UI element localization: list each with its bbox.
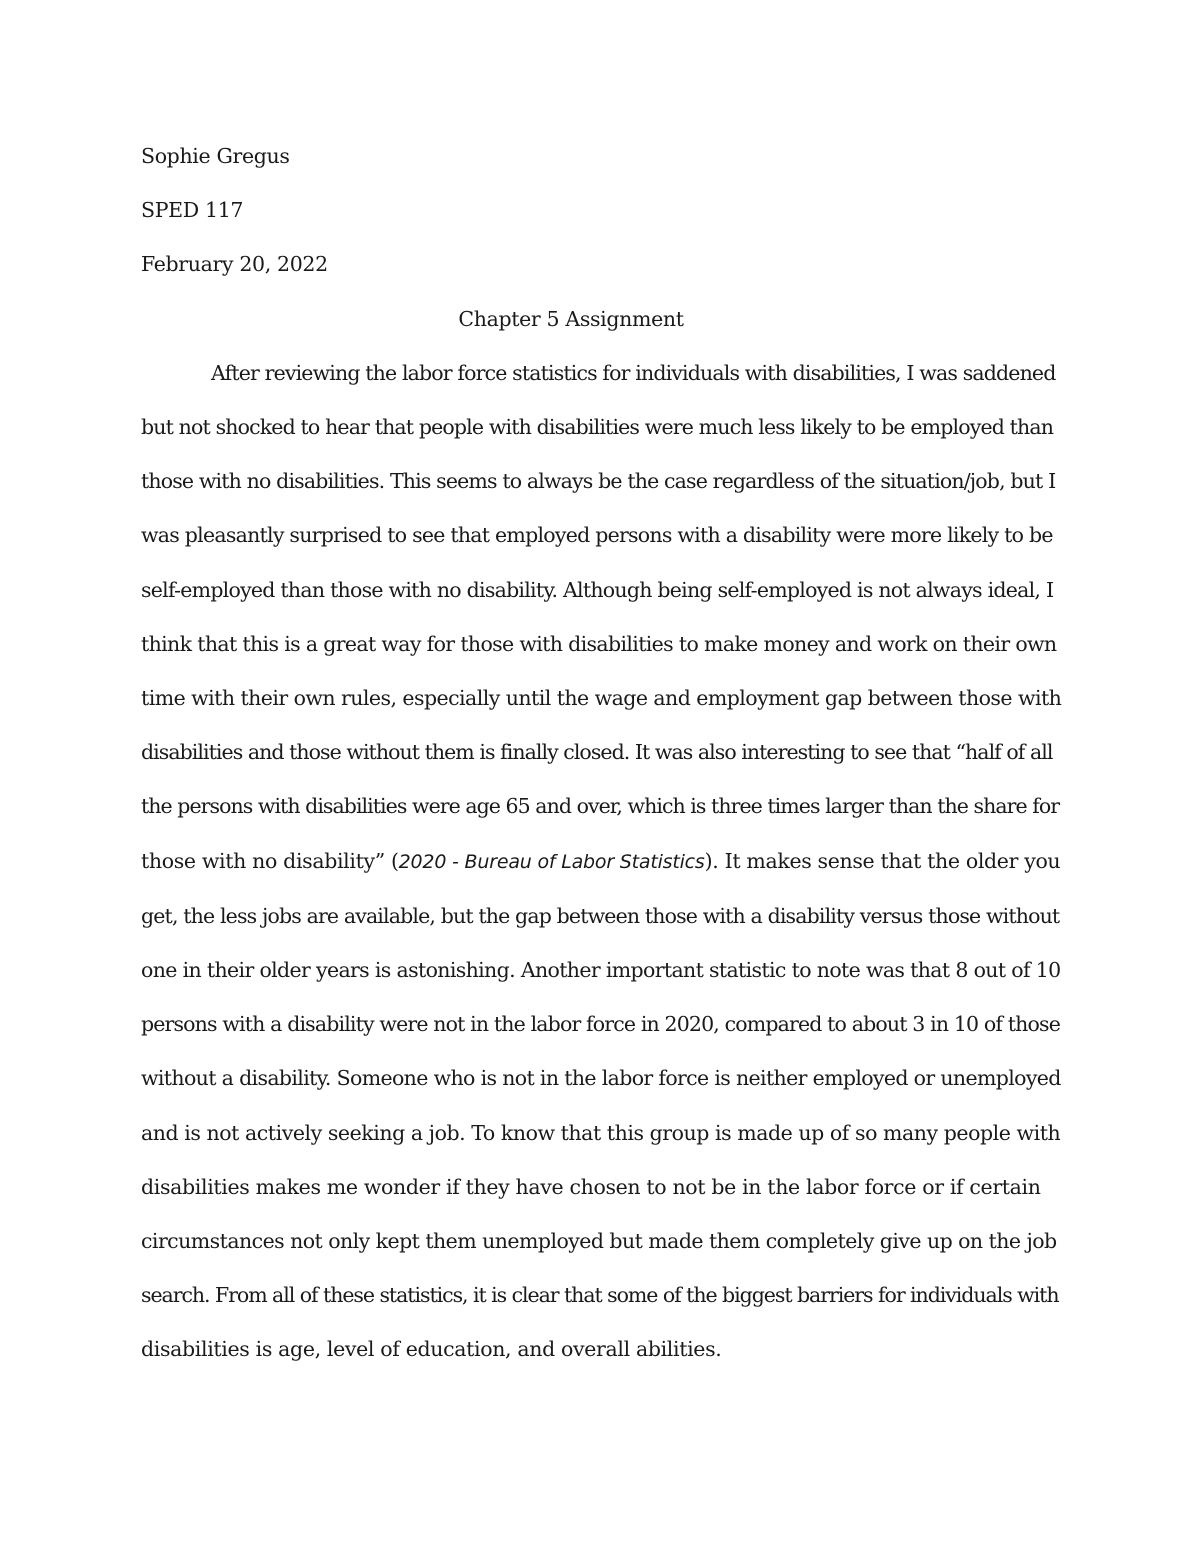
body-line: was pleasantly surprised to see that employed persons with a disability were more likely to be [141, 523, 1053, 548]
body-line: persons with a disability were not in the labor force in 2020, compared to about 3 in 10 of those [141, 1012, 1060, 1037]
body-line: disabilities makes me wonder if they have chosen to not be in the labor force or if certain [141, 1174, 1041, 1199]
body-line: think that this is a great way for those with disabilities to make money and work on their own [141, 631, 1057, 656]
body-line: search. From all of these statistics, it is clear that some of the biggest barriers for individuals with [141, 1283, 1059, 1308]
body-paragraph [141, 346, 1061, 1377]
course-code: SPED 117 [141, 198, 244, 223]
document-content [141, 129, 1061, 1377]
body-line: and is not actively seeking a job. To know that this group is made up of so many people with [141, 1120, 1061, 1145]
document-title: Chapter 5 Assignment [458, 306, 684, 331]
body-line: but not shocked to hear that people with disabilities were much less likely to be employed than [141, 415, 1054, 440]
body-line-citation [141, 834, 1061, 889]
body-line: disabilities is age, level of education, and overall abilities. [141, 1337, 722, 1362]
body-line: circumstances not only kept them unemployed but made them completely give up on the job [141, 1229, 1057, 1254]
body-line: self-employed than those with no disability. Although being self-employed is not always ideal, I [141, 577, 1054, 602]
body-line: without a disability. Someone who is not in the labor force is neither employed or unemployed [141, 1066, 1061, 1091]
citation-suffix: ). It makes sense that the older you [704, 848, 1061, 873]
body-line: those with no disabilities. This seems to always be the case regardless of the situation/job, but I [141, 469, 1056, 494]
body-line: get, the less jobs are available, but the gap between those with a disability versus those without [141, 903, 1060, 928]
body-line: disabilities and those without them is finally closed. It was also interesting to see that “half of all [141, 740, 1053, 765]
body-line: After reviewing the labor force statistics for individuals with disabilities, I was saddened [211, 360, 1056, 385]
submission-date: February 20, 2022 [141, 252, 328, 277]
body-line: one in their older years is astonishing. Another important statistic to note was that 8 out of 10 [141, 958, 1061, 983]
citation-source: 2020 - Bureau of Labor Statistics [398, 850, 705, 873]
body-line: time with their own rules, especially until the wage and employment gap between those with [141, 686, 1062, 711]
author-name: Sophie Gregus [141, 144, 290, 168]
body-line: the persons with disabilities were age 65 and over, which is three times larger than the share for [141, 794, 1060, 819]
citation-prefix: those with no disability” ( [141, 848, 399, 873]
